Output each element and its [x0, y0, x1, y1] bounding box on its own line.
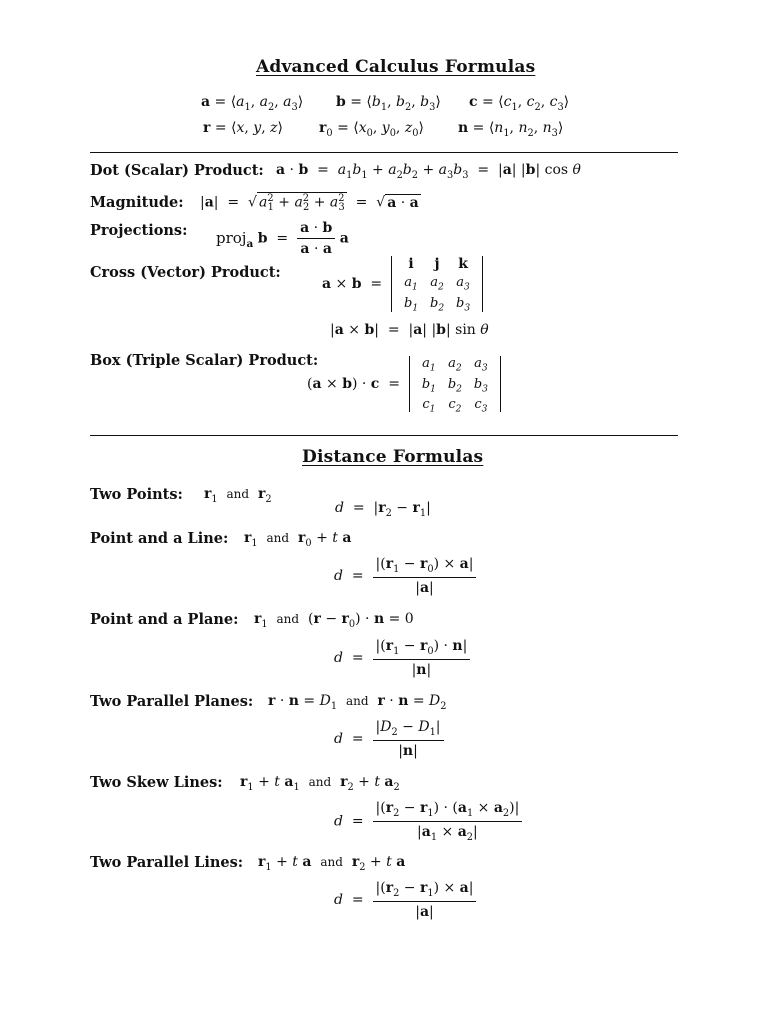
cross-formula: a × b = i j k $a_1$ $a_2$ $a_3$ $b_1$ $b_2$ $b_3$: [322, 256, 483, 312]
divider-middle: [90, 435, 678, 436]
dot-formula: $a \cdot b = a_1b_1 + a_2b_2 + a_3b_3 = |a|$ |b| cos θ: [276, 162, 581, 181]
parallel-lines-given: $r_1 + t$ a and $r_2 + t$ a: [258, 854, 406, 873]
magnitude-label: Magnitude:: [90, 194, 184, 211]
projection-label: Projections:: [90, 222, 188, 239]
parallel-planes-label: Two Parallel Planes:: [90, 693, 254, 710]
point-plane-formula: d = $\frac{|(r_1 - r_0) \cdot n|}{|n|}$: [334, 638, 470, 678]
box-formula: (a × b) · c = $a_1$ $a_2$ $a_3$ $b_1$ $b_2$ $b_3$ $c_1$ $c_2$ $c_3$: [307, 356, 501, 412]
two-points-label: Two Points:: [90, 486, 183, 503]
point-line-formula: d = $\frac{|(r_1 - r_0) \times a|}{|a|}$: [334, 556, 476, 596]
skew-lines-formula: d = $\frac{|(r_2 - r_1) \cdot (a_1 \times a_2)|}{|a_1 \times a_2|}$: [334, 800, 522, 843]
skew-lines-label: Two Skew Lines:: [90, 774, 223, 791]
skew-lines-given: $r_1 + t$ $a_1$ and $r_2 + t$ $a_2$: [240, 774, 400, 793]
box-determinant: $a_1$ $a_2$ $a_3$ $b_1$ $b_2$ $b_3$ $c_1$ $c_2$ $c_3$: [409, 356, 501, 412]
def-a: $a = ⟨a_1$, $a_2$, $a_3⟩$: [201, 94, 304, 113]
def-b: $b = ⟨b_1$, $b_2$, $b_3⟩$: [336, 94, 441, 113]
def-n: $n = ⟨n_1$, $n_2$, $n_3⟩$: [458, 120, 564, 139]
point-plane-label: Point and a Plane:: [90, 611, 239, 628]
def-r: r = ⟨x, y, z⟩: [203, 120, 283, 136]
box-label: Box (Triple Scalar) Product:: [90, 352, 319, 369]
cross-determinant: i j k $a_1$ $a_2$ $a_3$ $b_1$ $b_2$ $b_3$: [391, 256, 483, 312]
two-points-formula: $d = |r_2 - r_1|$: [335, 500, 431, 519]
page-title: Advanced Calculus Formulas: [256, 57, 536, 77]
point-line-label: Point and a Line:: [90, 530, 229, 547]
point-line-given: $r_1$ and $r_0 + t$ a: [244, 530, 352, 549]
parallel-lines-formula: d = $\frac{|(r_2 - r_1) \times a|}{|a|}$: [334, 880, 476, 920]
cross-label: Cross (Vector) Product:: [90, 264, 281, 281]
projection-formula: proj$_a$ b = $\frac{a \cdot b}{a \cdot a}$ a: [216, 220, 349, 257]
parallel-lines-label: Two Parallel Lines:: [90, 854, 244, 871]
magnitude-formula: |a| = √ $a^2_1 + a^2_2 + a^2_3$ = √ a · a: [200, 193, 419, 214]
two-points-given: $r_1$ and $r_2$: [204, 486, 272, 505]
cross-magnitude: |a × b| = |a| |b| sin θ: [330, 322, 489, 338]
parallel-planes-given: $r \cdot n = D_1$ and $r \cdot n = D_2$: [268, 693, 447, 712]
parallel-planes-formula: d = $\frac{|D_2 - D_1|}{|n|}$: [334, 719, 444, 759]
def-r0: $r_0$ = $⟨x_0$, $y_0$, $z_0⟩$: [319, 120, 424, 139]
divider-top: [90, 152, 678, 153]
dot-label: Dot (Scalar) Product:: [90, 162, 264, 179]
distance-title: Distance Formulas: [302, 447, 484, 467]
point-plane-given: $r_1$ and $(r - r_0) \cdot n = 0$: [254, 611, 414, 630]
def-c: $c = ⟨c_1$, $c_2$, $c_3⟩$: [469, 94, 570, 113]
